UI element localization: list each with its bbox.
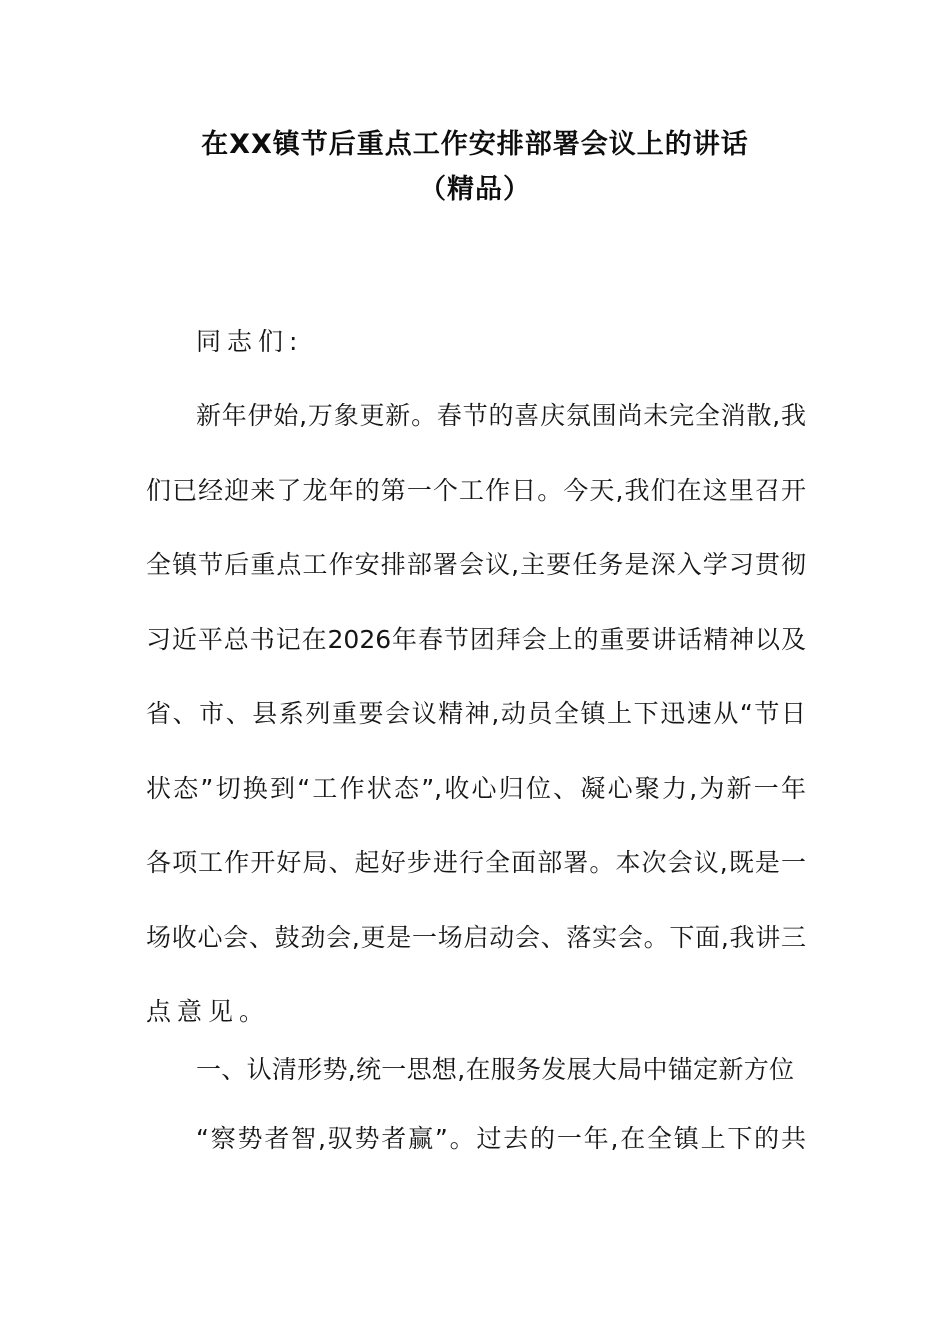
paragraph-line: 们已经迎来了龙年的第一个工作日。今天,我们在这里召开 xyxy=(146,476,806,505)
paragraph-line: 各项工作开好局、起好步进行全面部署。本次会议,既是一 xyxy=(146,848,806,877)
paragraph-line: 场收心会、鼓劲会,更是一场启动会、落实会。下面,我讲三 xyxy=(146,923,806,952)
paragraph-line: 习近平总书记在2026年春节团拜会上的重要讲话精神以及 xyxy=(146,625,806,654)
salutation: 同志们: xyxy=(196,327,304,356)
paragraph-line: 新年伊始,万象更新。春节的喜庆氛围尚未完全消散,我 xyxy=(196,401,806,430)
section-paragraph-line: “察势者智,驭势者赢”。过去的一年,在全镇上下的共 xyxy=(196,1124,806,1153)
paragraph-line: 状态”切换到“工作状态”,收心归位、凝心聚力,为新一年 xyxy=(146,774,806,803)
document-title: 在XX镇节后重点工作安排部署会议上的讲话 xyxy=(201,129,749,160)
paragraph-line: 点意见。 xyxy=(146,997,271,1026)
section-heading: 一、认清形势,统一思想,在服务发展大局中锚定新方位 xyxy=(196,1055,794,1084)
paragraph-line: 省、市、县系列重要会议精神,动员全镇上下迅速从“节日 xyxy=(146,699,806,728)
paragraph-line: 全镇节后重点工作安排部署会议,主要任务是深入学习贯彻 xyxy=(146,550,806,579)
document-subtitle: （精品） xyxy=(419,174,531,205)
